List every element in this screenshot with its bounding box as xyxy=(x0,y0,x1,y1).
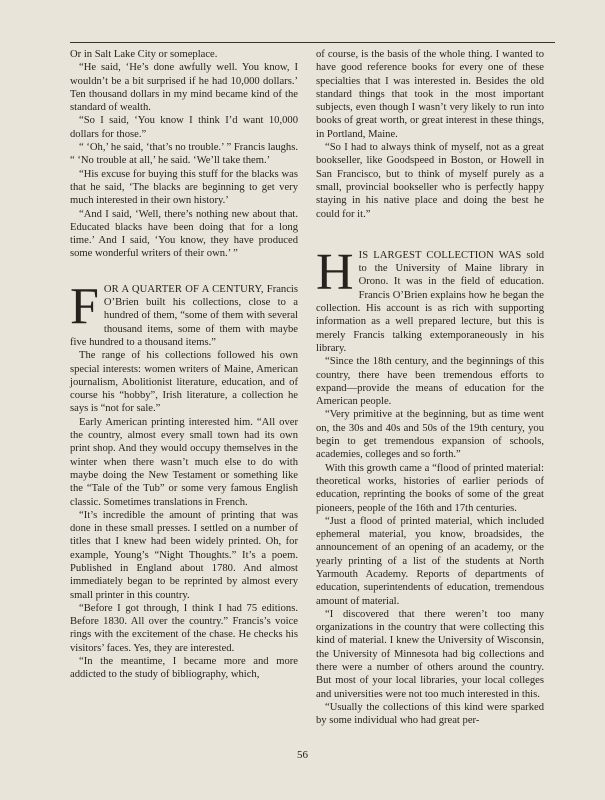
paragraph: Early American printing interested him. “All over the country, almost every small town had its own print shop. And they would occupy themselves in the winter when there wasn’t much else to do with maybe doing the New Testament or something like the “Tale of the Tub” or some very famous English classic. Sometimes translations in French. xyxy=(70,416,298,508)
left-column xyxy=(70,48,298,682)
paragraph: “So I had to always think of myself, not as a great bookseller, like Goodspeed in Boston, or Howell in San Francisco, but to think of myself purely as a small, provincial bookseller who is perfectly happy staying in his native place and doing the best he could for it.” xyxy=(316,142,544,220)
top-rule xyxy=(70,42,555,43)
paragraph: “His excuse for buying this stuff for the blacks was that he said, ‘The blacks are beginning to get very much interested in their own history.’ xyxy=(70,168,298,207)
page-number: 56 xyxy=(297,749,308,761)
section-lead: IS LARGEST COLLECTION WAS xyxy=(358,249,522,261)
paragraph: “ ‘Oh,’ he said, ‘that’s no trouble.’ ” Francis laughs. “ ‘No trouble at all,’ he said. ‘We’ll take them.’ xyxy=(70,142,298,167)
paragraph: Or in Salt Lake City or someplace. xyxy=(70,49,218,60)
section-lead: OR A QUARTER OF A CENTURY, xyxy=(103,283,264,295)
paragraph: “Usually the collections of this kind were sparked by some individual who had great per- xyxy=(316,701,544,727)
paragraph: “And I said, ‘Well, there’s nothing new about that. Educated blacks have been doing that for a long time.’ And I said, ‘You know, they have produced some wonderful writers of their own.’ ” xyxy=(70,208,298,260)
section-opening xyxy=(316,243,545,355)
section-text: Francis O’Brien built his collections, close to a hundred of them, “some of them with several thousand items, some of them with maybe five hundred to a thousand items.” xyxy=(70,283,298,348)
paragraph: “He said, ‘He’s done awfully well. You know, I wouldn’t be a bit surprised if he had 10,000 dollars.’ Ten thousand dollars in my mind became kind of the standard of wealth. xyxy=(70,62,298,114)
paragraph: “I discovered that there weren’t too many organizations in the country that were collecting this kind of material. I knew the University of Wisconsin, the University of Minnesota had big collections and there were a number of others around the country. But most of your local libraries, your local colleges and universities were not too much interested in this. xyxy=(316,608,544,700)
right-column xyxy=(316,48,544,728)
paragraph: The range of his collections followed his own special interests: women writers of Maine, American journalism, Abolitionist literature, education, and of course his “hobby”, Irish literature, a collection he says is “not for sale.” xyxy=(70,350,298,415)
paragraph: “Very primitive at the beginning, but as time went on, the 30s and 40s and 50s of the 19th century, you begin to get tremendous expansion of schools, academies, colleges and so forth.” xyxy=(316,409,544,461)
drop-cap: H xyxy=(316,243,354,301)
paragraph: “It’s incredible the amount of printing that was done in these small presses. I settled on a number of titles that I knew had been widely printed. Oh, for example, Young’s “Night Thoughts.” It’s a poem. Published in England about 1780. And almost immediately began to be reprinted by almost every small printer in this country. xyxy=(70,509,298,601)
paragraph: “Just a flood of printed material, which included ephemeral material, you know, broadsides, the announcement of an opening of an academy, or the yearly printing of a list of the students at North Yarmouth Academy. Reports of departments of education, superintendents of education, tremendous amount of material. xyxy=(316,515,544,607)
paragraph: of course, is the basis of the whole thing. I wanted to have good reference books for every one of these specialties that I was interested in. Besides the old standard things that took in the most important subjects, even though I wasn’t very likely to run into books of great worth, or great interest in these things, in Portland, Maine. xyxy=(316,49,544,140)
section-text: sold to the University of Maine library in Orono. It was in the field of education. Francis O’Brien explains how he began the collection. His account is as rich with supporting information as a well prepared lecture, but this is merely Francis talking extemporaneously in his library. xyxy=(316,249,545,354)
paragraph: With this growth came a “flood of printed material: theoretical works, histories of earlier periods of education, reprinting the books of some of the great pioneers, people of the 16th and 17th centuries. xyxy=(316,462,544,514)
paragraph: “Since the 18th century, and the beginnings of this country, there have been tremendous efforts to expand—provide the means of education for the American people. xyxy=(316,356,544,408)
paragraph: “In the meantime, I became more and more addicted to the study of bibliography, which, xyxy=(70,656,298,681)
paragraph: “So I said, ‘You know I think I’d want 10,000 dollars for those.” xyxy=(70,115,298,140)
drop-cap: F xyxy=(70,277,99,335)
paragraph: “Before I got through, I think I had 75 editions. Before 1830. All over the country.” Francis’s voice rings with the excitement of the chase. He checks his visitors’ faces. Yes, they are interested. xyxy=(70,602,298,654)
section-opening xyxy=(70,277,298,349)
